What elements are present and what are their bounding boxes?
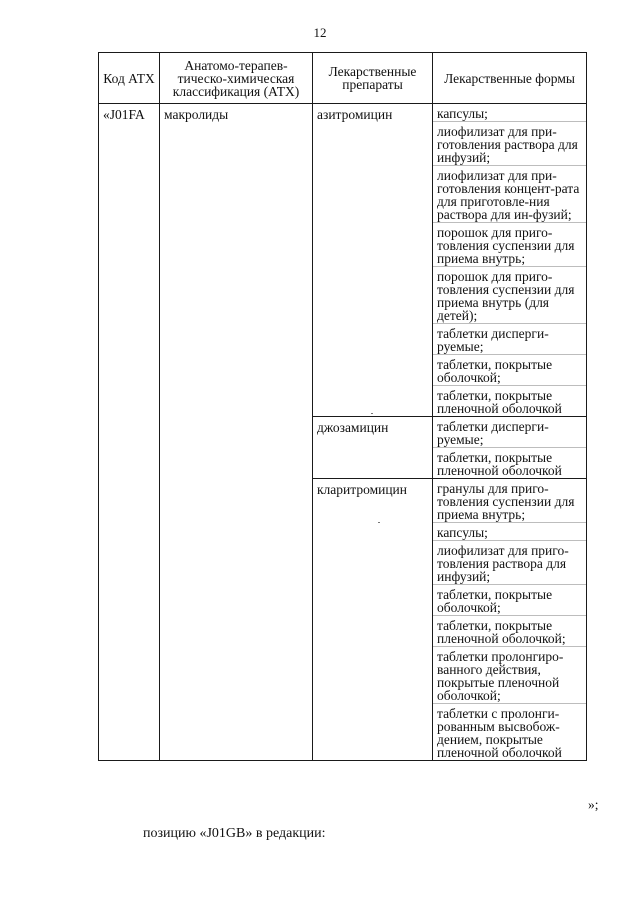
scan-speck (378, 522, 380, 523)
list-item: таблетки, покрытые пленочной оболочкой (437, 450, 562, 478)
atx-code-cell: «J01FA (99, 104, 160, 761)
classification-cell: макролиды (160, 104, 313, 761)
closing-quote: »; (588, 797, 599, 812)
forms-cell-josamycin (433, 417, 587, 479)
header-classification: Анатомо-терапев-тическо-химическая классификация (АТХ) (160, 53, 313, 104)
list-item: гранулы для приго-товления суспензии для приема внутрь; (433, 479, 586, 523)
table-row (99, 104, 587, 417)
drug-name-josamycin: джозамицин (313, 417, 433, 479)
header-forms: Лекарственные формы (433, 53, 587, 104)
list-item: таблетки дисперги-руемые; (433, 324, 586, 355)
list-item: порошок для приго-товления суспензии для приема внутрь; (433, 223, 586, 267)
page-number: 12 (313, 25, 327, 40)
list-item: лиофилизат для при-готовления раствора для инфузий; (433, 122, 586, 166)
list-item: таблетки, покрытые оболочкой; (433, 355, 586, 386)
table-header-row (99, 53, 587, 104)
list-item: таблетки с пролонги-рованным высвобож-дением, покрытые пленочной оболочкой (437, 706, 562, 760)
list-item: таблетки пролонгиро-ванного действия, покрытые пленочной оболочкой; (433, 647, 586, 704)
footer-text: позицию «J01GB» в редакции: (143, 826, 326, 841)
list-item: таблетки, покрытые пленочной оболочкой; (433, 616, 586, 647)
list-item: таблетки дисперги-руемые; (433, 417, 586, 448)
list-item: капсулы; (433, 523, 586, 541)
scan-speck (371, 413, 373, 414)
drug-name-azithromycin: азитромицин (313, 104, 433, 417)
atx-table (98, 52, 587, 761)
forms-cell-azithromycin (433, 104, 587, 417)
list-item: лиофилизат для при-готовления концент-рата для приготовле-ния раствора для ин-фузий; (433, 166, 586, 223)
drug-name-clarithromycin: кларитромицин (313, 479, 433, 761)
list-item: порошок для приго-товления суспензии для приема внутрь (для детей); (433, 267, 586, 324)
header-code: Код АТХ (99, 53, 160, 104)
list-item: таблетки, покрытые пленочной оболочкой (437, 388, 562, 416)
forms-cell-clarithromycin (433, 479, 587, 761)
list-item: таблетки, покрытые оболочкой; (433, 585, 586, 616)
header-drugs: Лекарственные препараты (313, 53, 433, 104)
list-item: лиофилизат для приго-товления раствора для инфузий; (433, 541, 586, 585)
list-item: капсулы; (433, 104, 586, 122)
